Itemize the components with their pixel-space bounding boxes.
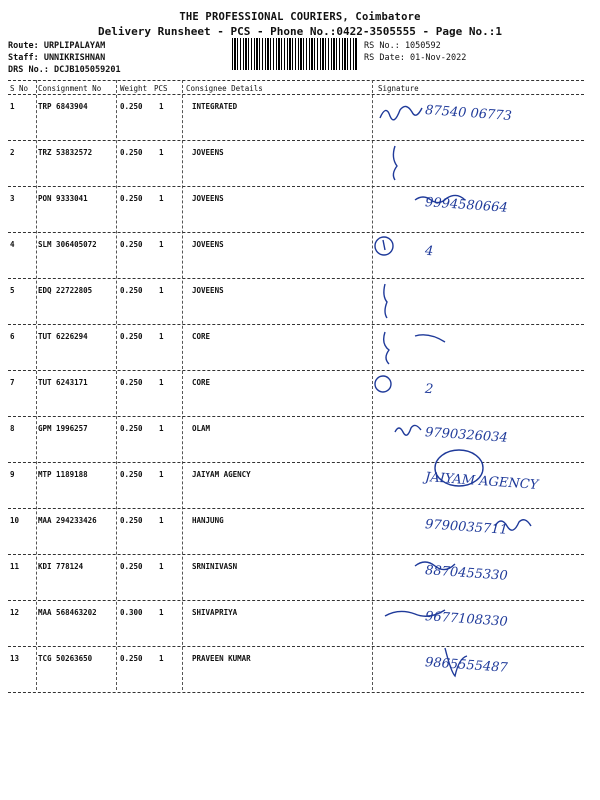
signature-scribble bbox=[375, 510, 580, 548]
col-header-consignee: Consignee Details bbox=[186, 84, 263, 93]
col-header-weight: Weight bbox=[120, 84, 148, 93]
row-separator bbox=[8, 508, 584, 509]
row-weight: 0.250 bbox=[120, 654, 143, 663]
row-consignment-number: TCG 50263650 bbox=[38, 654, 93, 663]
row-weight: 0.250 bbox=[120, 562, 143, 571]
row-serial-number: 2 bbox=[10, 148, 15, 157]
col-header-pcs: PCS bbox=[154, 84, 168, 93]
signature-area bbox=[375, 96, 580, 134]
row-consignee: JOVEENS bbox=[192, 240, 224, 249]
row-consignment-number: TRP 6843904 bbox=[38, 102, 88, 111]
handwritten-note: 8870455330 bbox=[424, 563, 509, 584]
signature-scribble bbox=[375, 556, 580, 594]
row-pcs: 1 bbox=[159, 424, 164, 433]
row-weight: 0.250 bbox=[120, 378, 143, 387]
signature-scribble bbox=[375, 418, 580, 456]
row-weight: 0.250 bbox=[120, 102, 143, 111]
signature-area bbox=[375, 648, 580, 686]
row-consignment-number: SLM 306405072 bbox=[38, 240, 97, 249]
row-consignee: CORE bbox=[192, 378, 211, 387]
row-consignment-number: MAA 294233426 bbox=[38, 516, 97, 525]
row-serial-number: 7 bbox=[10, 378, 15, 387]
row-separator bbox=[8, 186, 584, 187]
signature-scribble bbox=[375, 96, 580, 134]
row-serial-number: 12 bbox=[10, 608, 20, 617]
col-header-signature: Signature bbox=[378, 84, 419, 93]
row-weight: 0.250 bbox=[120, 148, 143, 157]
row-pcs: 1 bbox=[159, 378, 164, 387]
signature-area bbox=[375, 326, 580, 364]
signature-scribble bbox=[375, 326, 580, 364]
handwritten-note: JAIYAM AGENCY bbox=[424, 470, 539, 493]
row-pcs: 1 bbox=[159, 608, 164, 617]
row-pcs: 1 bbox=[159, 148, 164, 157]
col-header-sno: S No bbox=[10, 84, 29, 93]
signature-area bbox=[375, 372, 580, 410]
row-consignment-number: TUT 6243171 bbox=[38, 378, 88, 387]
row-weight: 0.250 bbox=[120, 194, 143, 203]
row-consignee: JAIYAM AGENCY bbox=[192, 470, 251, 479]
row-weight: 0.250 bbox=[120, 286, 143, 295]
handwritten-note: 9677108330 bbox=[424, 609, 509, 630]
row-serial-number: 4 bbox=[10, 240, 15, 249]
signature-scribble bbox=[375, 372, 580, 410]
row-pcs: 1 bbox=[159, 516, 164, 525]
row-weight: 0.250 bbox=[120, 240, 143, 249]
signature-area bbox=[375, 510, 580, 548]
drs-number: DRS No.: DCJB105059201 bbox=[8, 65, 121, 75]
row-pcs: 1 bbox=[159, 332, 164, 341]
signature-area bbox=[375, 556, 580, 594]
row-weight: 0.250 bbox=[120, 424, 143, 433]
row-separator bbox=[8, 324, 584, 325]
runsheet-title: THE PROFESSIONAL COURIERS, Coimbatore bbox=[179, 11, 421, 23]
row-serial-number: 11 bbox=[10, 562, 20, 571]
header-top-rule bbox=[8, 80, 584, 81]
row-weight: 0.250 bbox=[120, 332, 143, 341]
row-consignee: JOVEENS bbox=[192, 194, 224, 203]
signature-area bbox=[375, 234, 580, 272]
row-consignment-number: GPM 1996257 bbox=[38, 424, 88, 433]
handwritten-note: 2 bbox=[424, 381, 434, 398]
row-consignee: PRAVEEN KUMAR bbox=[192, 654, 251, 663]
row-consignee: HANJUNG bbox=[192, 516, 224, 525]
row-pcs: 1 bbox=[159, 470, 164, 479]
column-divider bbox=[372, 80, 373, 690]
row-serial-number: 10 bbox=[10, 516, 20, 525]
row-serial-number: 13 bbox=[10, 654, 20, 663]
column-divider bbox=[116, 80, 117, 690]
row-separator bbox=[8, 600, 584, 601]
signature-area bbox=[375, 142, 580, 180]
signature-area bbox=[375, 418, 580, 456]
signature-scribble bbox=[375, 234, 580, 272]
row-consignee: CORE bbox=[192, 332, 211, 341]
rs-number: RS No.: 1050592 bbox=[364, 41, 441, 51]
row-serial-number: 9 bbox=[10, 470, 15, 479]
row-serial-number: 3 bbox=[10, 194, 15, 203]
row-separator bbox=[8, 232, 584, 233]
row-consignee: SHIVAPRIYA bbox=[192, 608, 238, 617]
row-consignment-number: TRZ 53832572 bbox=[38, 148, 93, 157]
row-separator bbox=[8, 646, 584, 647]
row-weight: 0.250 bbox=[120, 470, 143, 479]
row-serial-number: 1 bbox=[10, 102, 15, 111]
signature-scribble bbox=[375, 464, 580, 502]
signature-scribble bbox=[375, 602, 580, 640]
row-consignment-number: MAA 568463202 bbox=[38, 608, 97, 617]
runsheet-subtitle: Delivery Runsheet - PCS - Phone No.:0422-3505555 - Page No.:1 bbox=[98, 25, 502, 38]
row-separator bbox=[8, 416, 584, 417]
row-pcs: 1 bbox=[159, 240, 164, 249]
rs-date: RS Date: 01-Nov-2022 bbox=[364, 53, 467, 63]
handwritten-note: 9790035711 bbox=[424, 517, 509, 538]
column-divider bbox=[36, 80, 37, 690]
handwritten-note: 87540 06773 bbox=[424, 102, 513, 125]
col-header-consignment: Consignment No bbox=[38, 84, 102, 93]
row-consignee: OLAM bbox=[192, 424, 211, 433]
row-separator bbox=[8, 140, 584, 141]
row-pcs: 1 bbox=[159, 286, 164, 295]
row-weight: 0.300 bbox=[120, 608, 143, 617]
signature-scribble bbox=[375, 188, 580, 226]
handwritten-note: 9994580664 bbox=[424, 195, 509, 216]
header-bottom-rule bbox=[8, 94, 584, 95]
row-separator bbox=[8, 370, 584, 371]
row-serial-number: 8 bbox=[10, 424, 15, 433]
row-separator bbox=[8, 554, 584, 555]
row-separator bbox=[8, 692, 584, 693]
row-consignment-number: MTP 1189188 bbox=[38, 470, 88, 479]
row-separator bbox=[8, 278, 584, 279]
row-pcs: 1 bbox=[159, 102, 164, 111]
row-consignment-number: KDI 778124 bbox=[38, 562, 84, 571]
row-serial-number: 5 bbox=[10, 286, 15, 295]
column-divider bbox=[182, 80, 183, 690]
row-consignee: JOVEENS bbox=[192, 286, 224, 295]
signature-area bbox=[375, 602, 580, 640]
row-consignment-number: TUT 6226294 bbox=[38, 332, 88, 341]
row-serial-number: 6 bbox=[10, 332, 15, 341]
route-label: Route: URPLIPALAYAM bbox=[8, 41, 106, 51]
row-consignee: JOVEENS bbox=[192, 148, 224, 157]
handwritten-note: 4 bbox=[424, 243, 434, 260]
row-consignment-number: PON 9333041 bbox=[38, 194, 88, 203]
row-pcs: 1 bbox=[159, 654, 164, 663]
handwritten-note: 9790326034 bbox=[424, 425, 509, 446]
signature-area bbox=[375, 280, 580, 318]
staff-label: Staff: UNNIKRISHNAN bbox=[8, 53, 106, 63]
signature-scribble bbox=[375, 648, 580, 686]
handwritten-note: 9865555487 bbox=[424, 655, 509, 676]
signature-area bbox=[375, 464, 580, 502]
row-weight: 0.250 bbox=[120, 516, 143, 525]
signature-scribble bbox=[375, 280, 580, 318]
row-separator bbox=[8, 462, 584, 463]
row-consignee: SRNINIVASN bbox=[192, 562, 238, 571]
row-consignment-number: EDQ 22722805 bbox=[38, 286, 93, 295]
barcode-image bbox=[232, 38, 358, 70]
row-pcs: 1 bbox=[159, 562, 164, 571]
row-pcs: 1 bbox=[159, 194, 164, 203]
row-consignee: INTEGRATED bbox=[192, 102, 238, 111]
signature-scribble bbox=[375, 142, 580, 180]
signature-area bbox=[375, 188, 580, 226]
